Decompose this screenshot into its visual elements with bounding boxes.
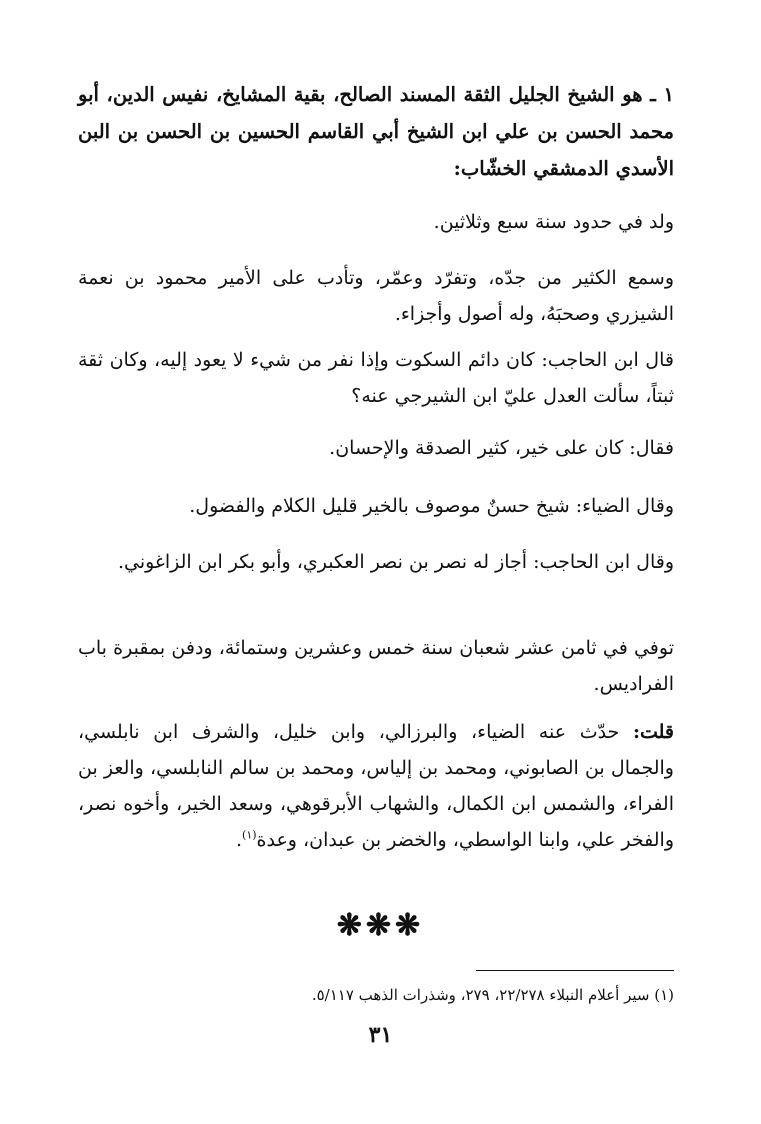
paragraph-hearing: وسمع الكثير من جدّه، وتفرّد وعمّر، وتأدب على الأمير محمود بن نعمة الشيزري وصحبَهُ، وله أصول وأجزاء. xyxy=(78,267,674,325)
paragraph-ibn-hajib-1: قال ابن الحاجب: كان دائم السكوت وإذا نفر من شيء لا يعود إليه، وكان ثقة ثبتاً، سألت العدل عليّ ابن الشيرجي عنه؟ xyxy=(78,349,674,407)
paragraph-qult xyxy=(78,714,674,858)
paragraph-death: توفي في ثامن عشر شعبان سنة خمس وعشرين وستمائة، ودفن بمقبرة باب الفراديس. xyxy=(78,637,674,695)
paragraph-ibn-hajib-2: وقال ابن الحاجب: أجاز له نصر بن نصر العكبري، وأبو بكر ابن الزاغوني. xyxy=(117,551,674,573)
qult-end: . xyxy=(235,829,243,851)
paragraph-diya: وقال الضياء: شيخ حسنٌ موصوف بالخير قليل الكلام والفضول. xyxy=(189,495,674,517)
paragraph-answer: فقال: كان على خير، كثير الصدقة والإحسان. xyxy=(329,437,674,459)
page-number: ٣١ xyxy=(368,1022,393,1048)
qult-text: حدّث عنه الضياء، والبرزالي، وابن خليل، والشرف ابن نابلسي، والجمال بن الصابوني، ومحمد بن إلياس، ومحمد بن سالم النابلسي، والعز بن الفراء، والشمس ابن الكمال، والشهاب الأبرقوهي، وسعد الخير، وأخوه نصر، والفخر علي، وابنا الواسطي، والخضر بن عبدان، وعدة xyxy=(78,721,674,851)
entry-heading: ١ ـ هو الشيخ الجليل الثقة المسند الصالح، بقية المشايخ، نفيس الدين، أبو محمد الحسن بن علي ابن الشيخ أبي القاسم الحسين بن الحسن بن البن الأسدي الدمشقي الخشّاب: xyxy=(78,83,674,180)
footnote-rule xyxy=(476,970,674,971)
qult-label: قلت: xyxy=(632,721,674,743)
paragraph-birth: ولد في حدود سنة سبع وثلاثين. xyxy=(433,211,674,233)
section-separator: ❋❋❋ xyxy=(336,908,425,943)
footnote: (١) سير أعلام النبلاء ٢٢/٢٧٨، ٢٧٩، وشذرات الذهب ٥/١١٧. xyxy=(311,986,674,1004)
footnote-reference: (١) xyxy=(242,828,257,842)
